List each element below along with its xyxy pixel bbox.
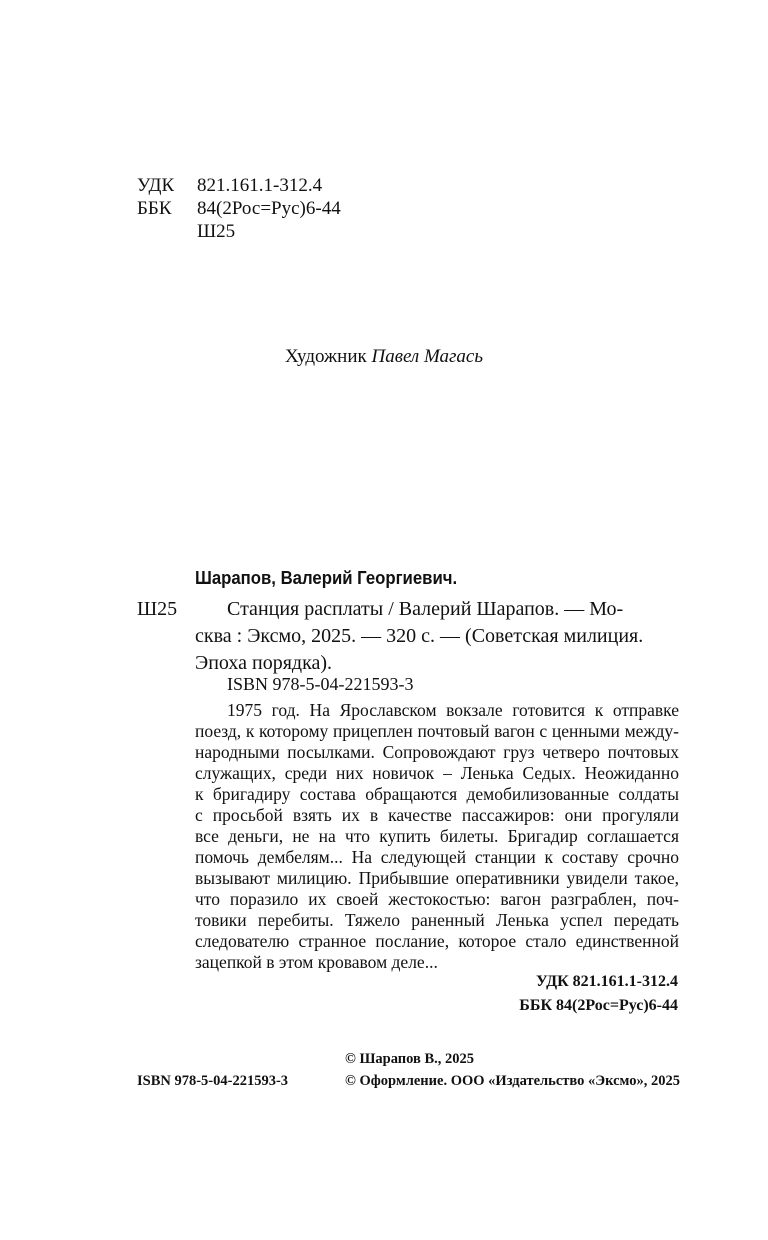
title-line: сква : Эксмо, 2025. — 320 с. — (Советская милиция. [195, 625, 644, 647]
illustrator-name: Павел Магась [371, 346, 483, 367]
udk-label: УДК [137, 175, 175, 196]
title-line: Станция расплаты / Валерий Шарапов. — Мо- [227, 598, 624, 620]
book-title-block [195, 596, 677, 677]
copyright-isbn: ISBN 978-5-04-221593-3 [137, 1073, 289, 1089]
copyright-design: © Оформление. ООО «Издательство «Эксмо», 2025 [345, 1073, 680, 1089]
annotation-line: следователю странное послание, которое стало единственной [195, 931, 679, 951]
book-code: Ш25 [137, 598, 178, 620]
annotation-line: 1975 год. На Ярославском вокзале готовится к отправке [227, 700, 679, 720]
bbk-label: ББК [137, 198, 172, 219]
bbk-row [137, 197, 341, 221]
book-author: Шарапов, Валерий Георгиевич. [195, 568, 458, 588]
book-isbn: ISBN 978-5-04-221593-3 [227, 674, 414, 694]
author-code-top: Ш25 [197, 221, 236, 242]
annotation-line: к бригадиру состава обращаются демобилизованные солдаты [195, 784, 679, 804]
udk-bottom: УДК 821.161.1-312.4 [535, 973, 678, 990]
annotation [195, 700, 679, 973]
illustrator-line [0, 345, 768, 369]
annotation-line: поезд, к которому прицеплен почтовый вагон с ценными между- [195, 721, 679, 741]
annotation-line: все деньги, не на что купить билеты. Бригадир соглашается [195, 826, 679, 846]
annotation-line: служащих, среди них новичок – Ленька Седых. Неожиданно [195, 763, 679, 783]
annotation-line: помочь дембелям... На следующей станции к составу срочно [195, 847, 679, 867]
annotation-line: с просьбой взять их в качестве пассажиров: они прогуляли [195, 805, 679, 825]
udk-value: 821.161.1-312.4 [197, 175, 323, 196]
bbk-value: 84(2Рос=Рус)6-44 [197, 198, 341, 219]
annotation-line: вызывают милицию. Прибывшие оперативники увидели такое, [195, 868, 679, 888]
annotation-line: зацепкой в этом кровавом деле... [195, 952, 438, 972]
udk-row [137, 174, 322, 198]
bbk-bottom: ББК 84(2Рос=Рус)6-44 [519, 997, 678, 1014]
illustrator-prefix: Художник [284, 346, 367, 367]
annotation-line: народными посылками. Сопровождают груз четверо почтовых [195, 742, 679, 762]
copyright-author: © Шарапов В., 2025 [345, 1051, 474, 1067]
annotation-line: что поразило их своей жестокостью: вагон разграблен, поч- [195, 889, 679, 909]
title-line: Эпоха порядка). [195, 652, 333, 674]
annotation-line: товики перебиты. Тяжело раненный Ленька успел передать [195, 910, 679, 930]
